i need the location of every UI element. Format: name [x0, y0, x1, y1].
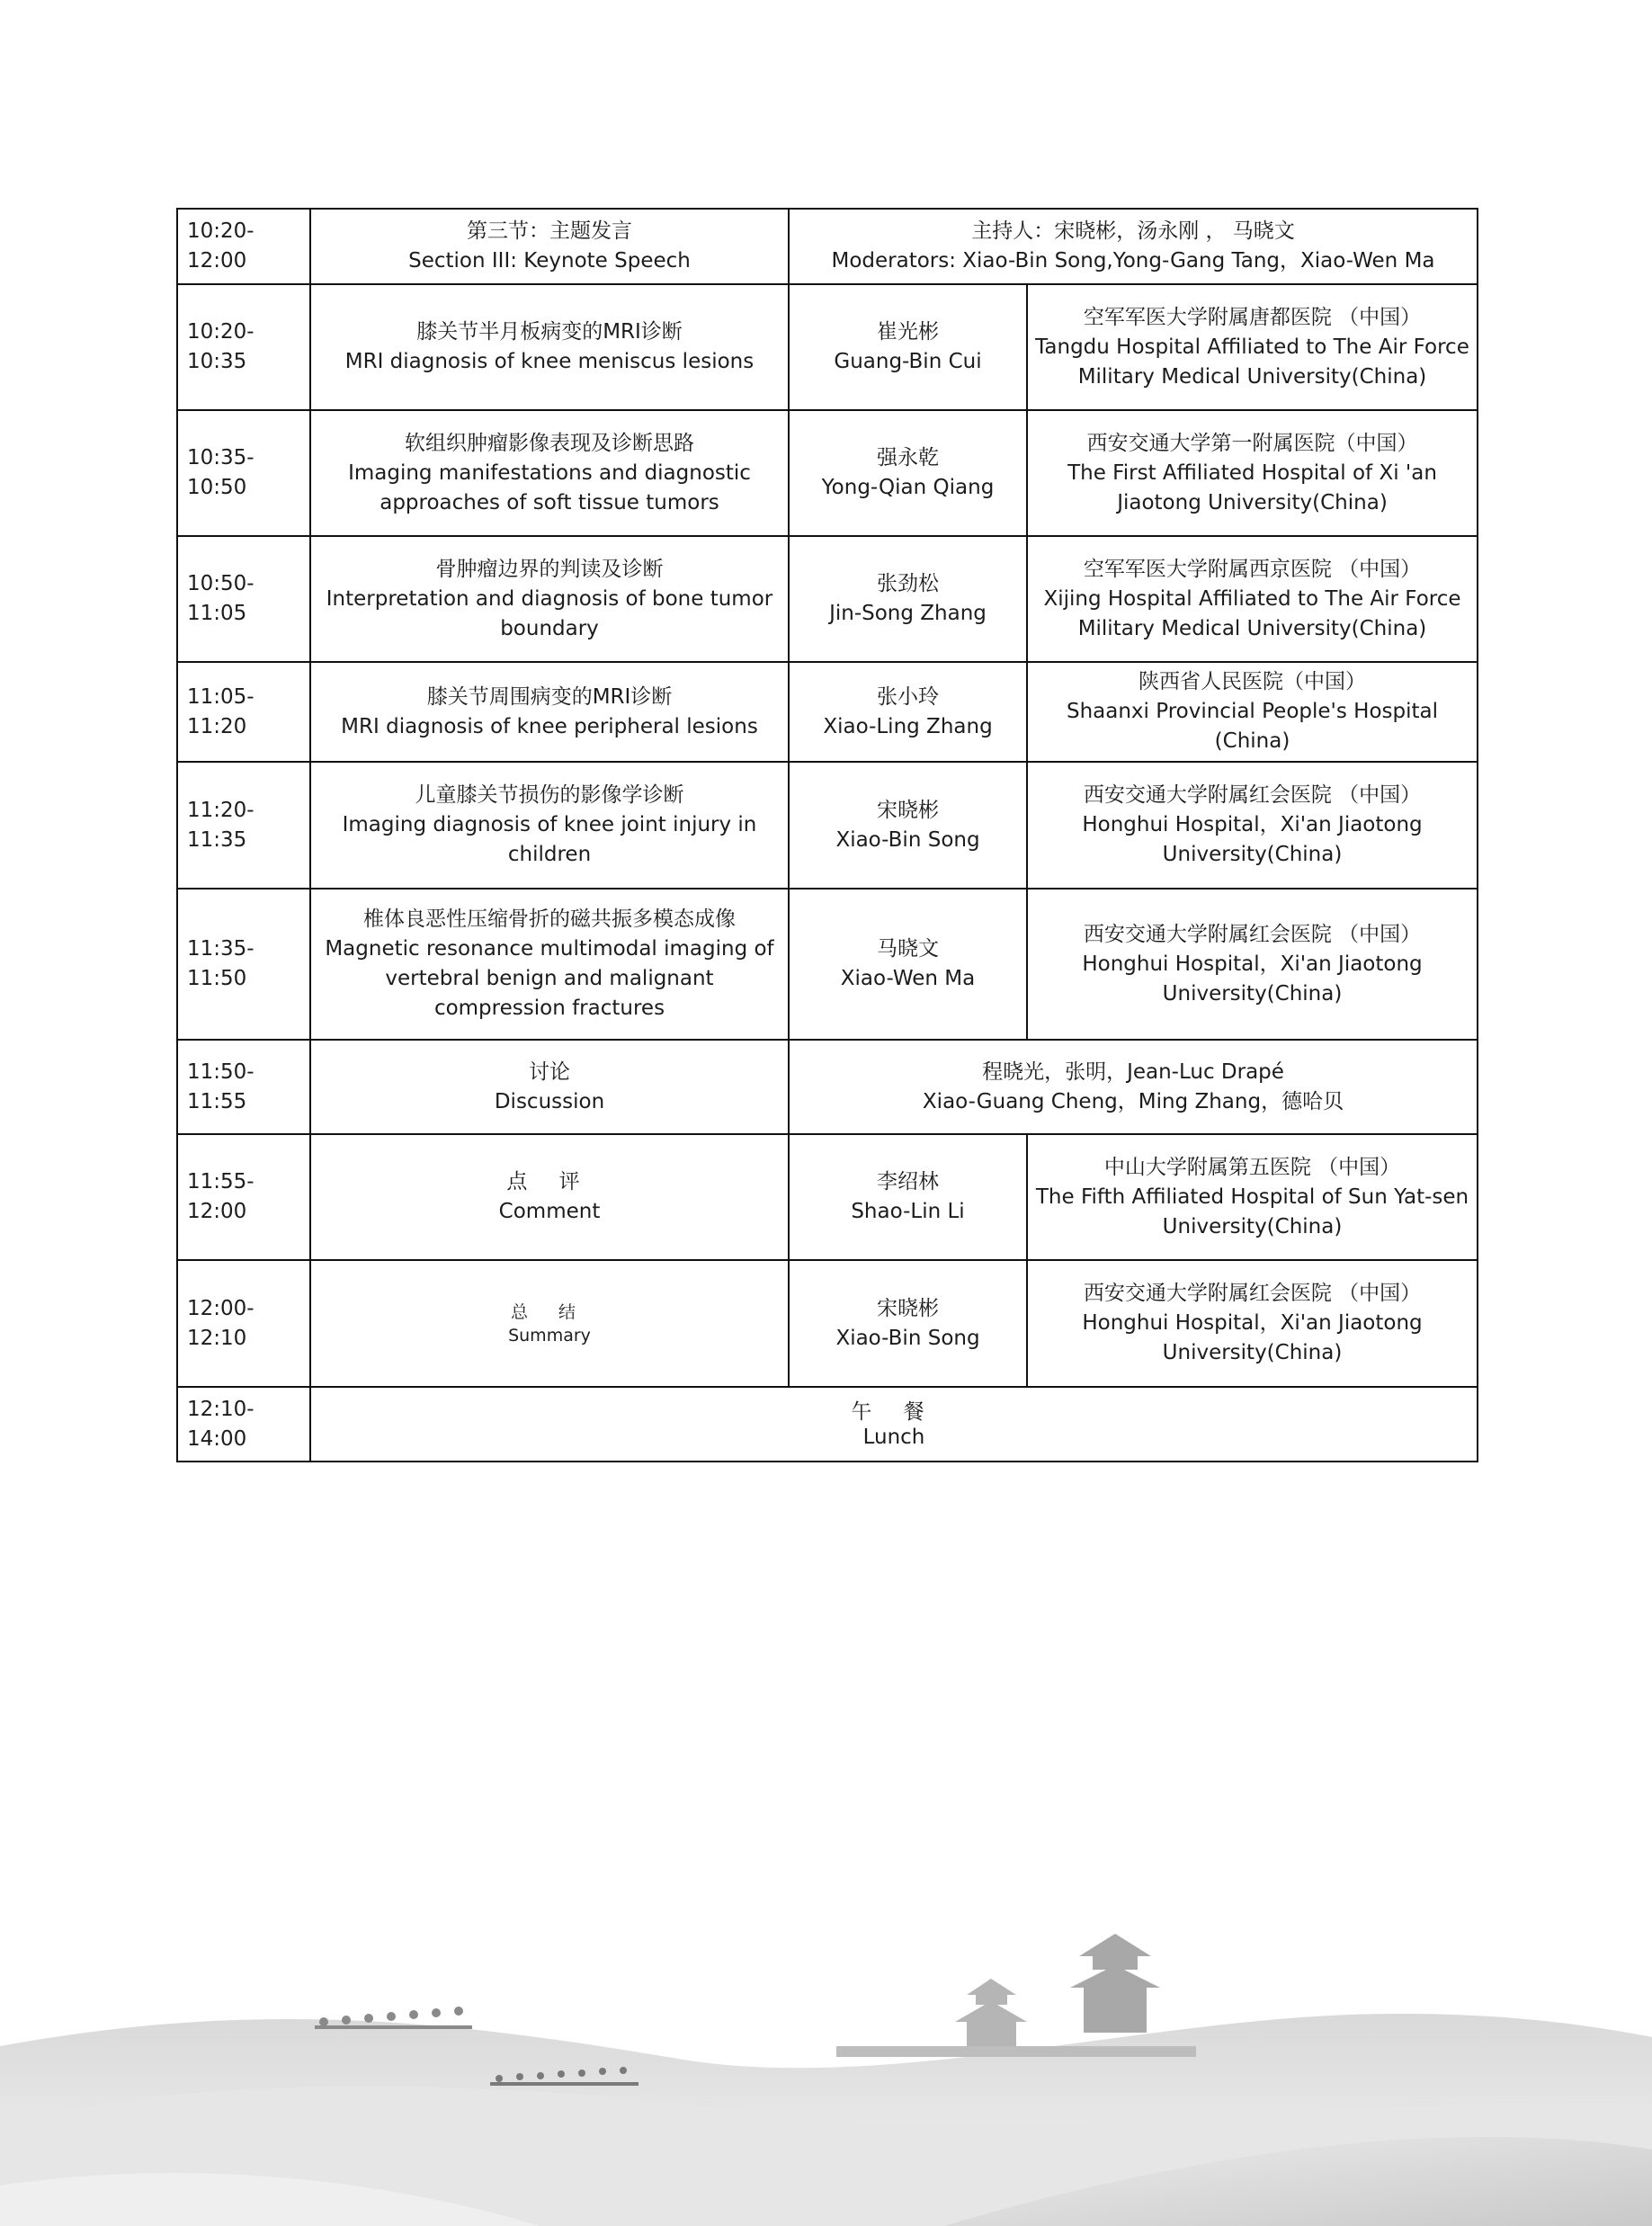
discussants-en: Xiao-Guang Cheng，Ming Zhang，德哈贝 — [922, 1089, 1344, 1113]
speaker-cell — [789, 1134, 1027, 1260]
talk-row — [177, 284, 1478, 410]
speaker-zh: 李绍林 — [877, 1170, 939, 1193]
speaker-en: Xiao-Bin Song — [835, 827, 980, 852]
comment-label-zh: 点 评 — [506, 1170, 593, 1193]
summary-row — [177, 1260, 1478, 1387]
section-title-en: Section III: Keynote Speech — [408, 249, 691, 273]
time-cell: 10:35-10:50 — [177, 410, 310, 536]
institution-en: Shaanxi Provincial People's Hospital (China) — [1066, 700, 1439, 753]
time-cell: 10:20-10:35 — [177, 284, 310, 410]
speaker-zh: 强永乾 — [877, 446, 939, 469]
talk-row — [177, 536, 1478, 662]
institution-cell — [1027, 662, 1478, 762]
speaker-zh: 张劲松 — [877, 572, 939, 595]
time-cell: 11:20-11:35 — [177, 762, 310, 889]
desert-scenery-decoration — [0, 1889, 1652, 2226]
institution-en: Honghui Hospital，Xi'an Jiaotong University(China) — [1082, 952, 1423, 1006]
speaker-zh: 崔光彬 — [877, 320, 939, 344]
institution-en: Xijing Hospital Affiliated to The Air Force Military Medical University(China) — [1043, 586, 1461, 640]
speaker-cell — [789, 1260, 1027, 1387]
topic-en: Interpretation and diagnosis of bone tumor boundary — [326, 586, 773, 640]
topic-en: MRI diagnosis of knee peripheral lesions — [341, 714, 758, 738]
institution-cell — [1027, 1134, 1478, 1260]
lunch-label-zh: 午 餐 — [851, 1399, 937, 1424]
topic-en: MRI diagnosis of knee meniscus lesions — [344, 350, 755, 373]
comment-label-cell — [310, 1134, 789, 1260]
discussion-label-en: Discussion — [494, 1089, 605, 1113]
institution-en: The First Affiliated Hospital of Xi 'an Jiaotong University(China) — [1067, 460, 1437, 514]
summary-label-en: Summary — [508, 1325, 591, 1345]
topic-cell — [310, 284, 789, 410]
topic-cell — [310, 536, 789, 662]
speaker-cell — [789, 662, 1027, 762]
institution-zh: 西安交通大学第一附属医院（中国） — [1086, 431, 1418, 455]
discussion-label-cell — [310, 1040, 789, 1134]
speaker-cell — [789, 410, 1027, 536]
institution-cell — [1027, 284, 1478, 410]
institution-cell — [1027, 410, 1478, 536]
talk-row — [177, 662, 1478, 762]
institution-en: Honghui Hospital，Xi'an Jiaotong University(China) — [1082, 1311, 1423, 1364]
institution-zh: 中山大学附属第五医院 （中国） — [1103, 1155, 1401, 1179]
comment-row — [177, 1134, 1478, 1260]
speaker-cell — [789, 536, 1027, 662]
summary-label-zh: 总 结 — [510, 1301, 589, 1322]
section-header-row — [177, 209, 1478, 284]
speaker-zh: 张小玲 — [877, 684, 939, 709]
talk-row — [177, 889, 1478, 1040]
summary-label-cell — [310, 1260, 789, 1387]
discussants-cell — [789, 1040, 1478, 1134]
institution-zh: 西安交通大学附属红会医院 （中国） — [1083, 783, 1422, 807]
institution-zh: 陕西省人民医院（中国） — [1139, 670, 1366, 693]
topic-en: Imaging diagnosis of knee joint injury in children — [342, 813, 757, 866]
topic-zh: 软组织肿瘤影像表现及诊断思路 — [405, 431, 694, 455]
speaker-zh: 宋晓彬 — [877, 798, 939, 822]
topic-zh: 儿童膝关节损伤的影像学诊断 — [415, 783, 684, 807]
topic-zh: 椎体良恶性压缩骨折的磁共振多模态成像 — [363, 907, 736, 931]
speaker-en: Jin-Song Zhang — [829, 602, 987, 625]
schedule-table — [176, 208, 1478, 1462]
institution-zh: 西安交通大学附属红会医院 （中国） — [1083, 1282, 1422, 1305]
lunch-row — [177, 1387, 1478, 1462]
talk-row — [177, 762, 1478, 889]
pagoda-tower-icon — [1070, 1934, 1160, 2033]
time-cell: 12:00-12:10 — [177, 1260, 310, 1387]
institution-zh: 空军军医大学附属西京医院 （中国） — [1083, 557, 1422, 581]
moderators-cell — [789, 209, 1478, 284]
institution-cell — [1027, 1260, 1478, 1387]
camel-caravan-icon — [315, 2007, 472, 2029]
institution-zh: 西安交通大学附属红会医院 （中国） — [1083, 922, 1422, 946]
topic-zh: 膝关节周围病变的MRI诊断 — [426, 684, 673, 709]
topic-zh: 骨肿瘤边界的判读及诊断 — [435, 557, 664, 581]
discussion-label-zh: 讨论 — [529, 1059, 570, 1084]
discussion-row — [177, 1040, 1478, 1134]
time-cell: 12:10-14:00 — [177, 1387, 310, 1462]
pagoda-tower-icon — [955, 1979, 1027, 2055]
speaker-zh: 宋晓彬 — [877, 1296, 939, 1320]
topic-en: Imaging manifestations and diagnostic approaches of soft tissue tumors — [348, 460, 751, 514]
topic-en: Magnetic resonance multimodal imaging of vertebral benign and malignant compression fractures — [325, 937, 774, 1020]
speaker-en: Guang-Bin Cui — [834, 350, 982, 373]
institution-cell — [1027, 762, 1478, 889]
institution-en: Tangdu Hospital Affiliated to The Air Force Military Medical University(China) — [1035, 335, 1469, 389]
time-cell: 11:50-11:55 — [177, 1040, 310, 1134]
discussants-zh: 程晓光，张明，Jean-Luc Drapé — [982, 1059, 1284, 1084]
institution-en: Honghui Hospital，Xi'an Jiaotong University(China) — [1082, 813, 1423, 866]
speaker-en: Yong-Qian Qiang — [821, 476, 995, 499]
speaker-en: Shao-Lin Li — [851, 1200, 965, 1223]
institution-cell — [1027, 536, 1478, 662]
time-cell: 11:55-12:00 — [177, 1134, 310, 1260]
speaker-cell — [789, 889, 1027, 1040]
speaker-en: Xiao-Wen Ma — [840, 967, 976, 990]
lunch-cell — [310, 1387, 1478, 1462]
topic-zh: 膝关节半月板病变的MRI诊断 — [416, 320, 683, 344]
institution-cell — [1027, 889, 1478, 1040]
speaker-en: Xiao-Ling Zhang — [823, 714, 993, 738]
comment-label-en: Comment — [498, 1200, 601, 1223]
topic-cell — [310, 662, 789, 762]
time-cell: 10:20-12:00 — [177, 209, 310, 284]
talk-row — [177, 410, 1478, 536]
topic-cell — [310, 889, 789, 1040]
section-title-cell — [310, 209, 789, 284]
time-cell: 11:35-11:50 — [177, 889, 310, 1040]
lunch-label-en: Lunch — [862, 1425, 925, 1449]
institution-en: The Fifth Affiliated Hospital of Sun Yat-sen University(China) — [1035, 1185, 1469, 1238]
speaker-zh: 马晓文 — [877, 937, 939, 961]
speaker-en: Xiao-Bin Song — [835, 1326, 980, 1350]
city-wall — [836, 2046, 1196, 2057]
topic-cell — [310, 762, 789, 889]
time-cell: 10:50-11:05 — [177, 536, 310, 662]
moderators-en: Moderators: Xiao-Bin Song,Yong-Gang Tang，Xiao-Wen Ma — [831, 249, 1435, 273]
institution-zh: 空军军医大学附属唐都医院 （中国） — [1083, 305, 1422, 329]
speaker-cell — [789, 762, 1027, 889]
speaker-cell — [789, 284, 1027, 410]
moderators-zh: 主持人：宋晓彬，汤永刚 ， 马晓文 — [971, 219, 1295, 243]
topic-cell — [310, 410, 789, 536]
section-title-zh: 第三节：主题发言 — [467, 219, 632, 243]
time-cell: 11:05-11:20 — [177, 662, 310, 762]
